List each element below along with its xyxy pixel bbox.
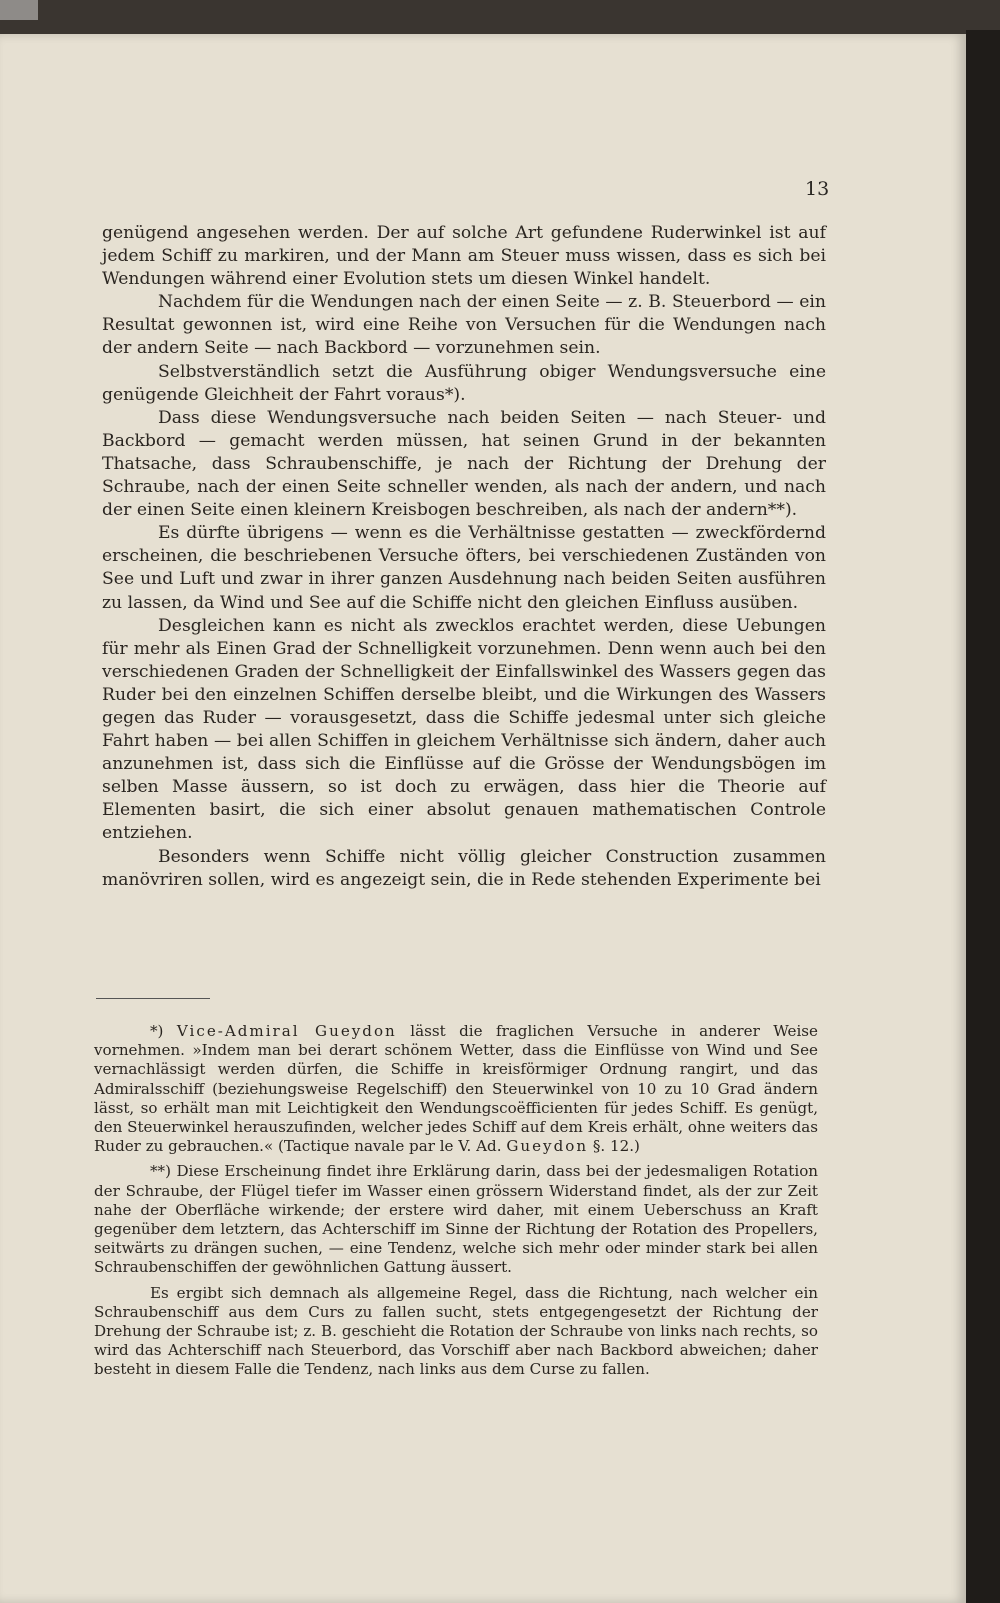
- footnote-2-continued: Es ergibt sich demnach als allgemeine Regel, dass die Richtung, nach welcher ein Schraubenschiff aus dem Curs zu fallen sucht, stets entgegengesetzt der Richtung der Drehung der Schraube ist; z. B. geschieht die Rotation der Schraube von links nach rechts, so wird das Achterschiff nach Steuerbord, das Vorschiff aber nach Backbord abweichen; daher besteht in diesem Falle die Tendenz, nach links aus dem Curse zu fallen.: [94, 1283, 818, 1379]
- footnote-separator: [96, 998, 210, 999]
- paragraph: Desgleichen kann es nicht als zwecklos erachtet werden, diese Uebungen für mehr als Einen Grad der Schnelligkeit vorzunehmen. Denn wenn auch bei den verschiedenen Graden der Schnelligkeit der Einfallswinkel des Wassers gegen das Ruder bei den einzelnen Schiffen derselbe bleibt, und die Wirkungen des Wassers gegen das Ruder — vorausgesetzt, dass die Schiffe jedesmal unter sich gleiche Fahrt haben — bei allen Schiffen in gleichem Verhältnisse sich ändern, daher auch anzunehmen ist, dass sich die Einflüsse auf die Grösse der Wendungsbögen im selben Masse äussern, so ist doch zu erwägen, dass hier die Theorie auf Elementen basirt, die sich einer absolut genauen mathematischen Controle entziehen.: [102, 615, 826, 844]
- paragraph: Es dürfte übrigens — wenn es die Verhältnisse gestatten — zweckfördernd erscheinen, die beschriebenen Versuche öfters, bei verschiedenen Zuständen von See und Luft und zwar in ihrer ganzen Ausdehnung nach beiden Seiten ausführen zu lassen, da Wind und See auf die Schiffe nicht den gleichen Einfluss ausüben.: [102, 523, 826, 613]
- book-spine-edge: [966, 30, 1000, 1603]
- book-top-edge: [0, 0, 1000, 34]
- footnote-citation-section: §. 12.): [592, 1137, 640, 1156]
- paragraph: genügend angesehen werden. Der auf solche Art gefundene Ruderwinkel ist auf jedem Schiff zu markiren, und der Mann am Steuer muss wissen, dass es sich bei Wendungen während einer Evolution stets um diesen Winkel handelt.: [102, 223, 826, 290]
- paragraph: Dass diese Wendungsversuche nach beiden Seiten — nach Steuer- und Backbord — gemacht werden müssen, hat seinen Grund in der bekannten Thatsache, dass Schraubenschiffe, je nach der Richtung der Drehung der Schraube, nach der einen Seite schneller wenden, als nach der andern, und nach der einen Seite einen kleinern Kreisbogen beschreiben, als nach der andern**).: [102, 407, 826, 521]
- footnote-2: **) Diese Erscheinung findet ihre Erklärung darin, dass bei der jedesmaligen Rotation der Schraube, der Flügel tiefer im Wasser einen grössern Widerstand findet, als der zur Zeit nahe der Oberfläche wirkende; der erstere wird daher, mit einem Ueberschuss an Kraft gegenüber dem letztern, das Achterschiff im Sinne der Richtung der Rotation des Propellers, seitwärts zu drängen suchen, — eine Tendenz, welche sich mehr oder minder stark bei allen Schraubenschiffen der gewöhnlichen Gattung äussert.: [94, 1162, 818, 1277]
- paragraph: Besonders wenn Schiffe nicht völlig gleicher Construction zusammen manövriren sollen, wird es angezeigt sein, die in Rede stehenden Experimente bei: [102, 846, 826, 890]
- paragraph: Nachdem für die Wendungen nach der einen Seite — z. B. Steuerbord — ein Resultat gewonnen ist, wird eine Reihe von Versuchen für die Wendungen nach der andern Seite — nach Backbord — vorzunehmen sein.: [102, 292, 826, 359]
- paragraph: Selbstverständlich setzt die Ausführung obiger Wendungsversuche eine genügende Gleichheit der Fahrt voraus*).: [102, 361, 826, 405]
- page-number: 13: [805, 178, 830, 200]
- footnote-1: [94, 1022, 818, 1156]
- footnote-citation-name: Gueydon: [506, 1137, 589, 1156]
- footnotes: [94, 1022, 818, 1380]
- footnote-text: lässt die fraglichen Versuche in anderer Weise vornehmen. »Indem man bei derart schönem Wetter, dass die Einflüsse von Wind und See vernachlässigt werden dürfen, die Schiffe in kreisförmiger Ordnung rangirt, und das Admiralsschiff (beziehungsweise Regelschiff) den Steuerwinkel von 10 zu 10 Grad ändern lässt, so erhält man mit Leichtigkeit den Wendungscoëfficienten für jedes Schiff. Es genügt, den Steuerwinkel herauszufinden, welcher jedes Schiff auf dem Kreis erhält, ohne weiters das Ruder zu gebrauchen.« (Tactique navale par le V. Ad.: [94, 1022, 818, 1156]
- scan-corner-tab: [0, 0, 38, 20]
- main-text: [102, 222, 826, 892]
- footnote-author: Vice-Admiral Gueydon: [176, 1022, 397, 1040]
- footnote-marker: *): [150, 1022, 164, 1040]
